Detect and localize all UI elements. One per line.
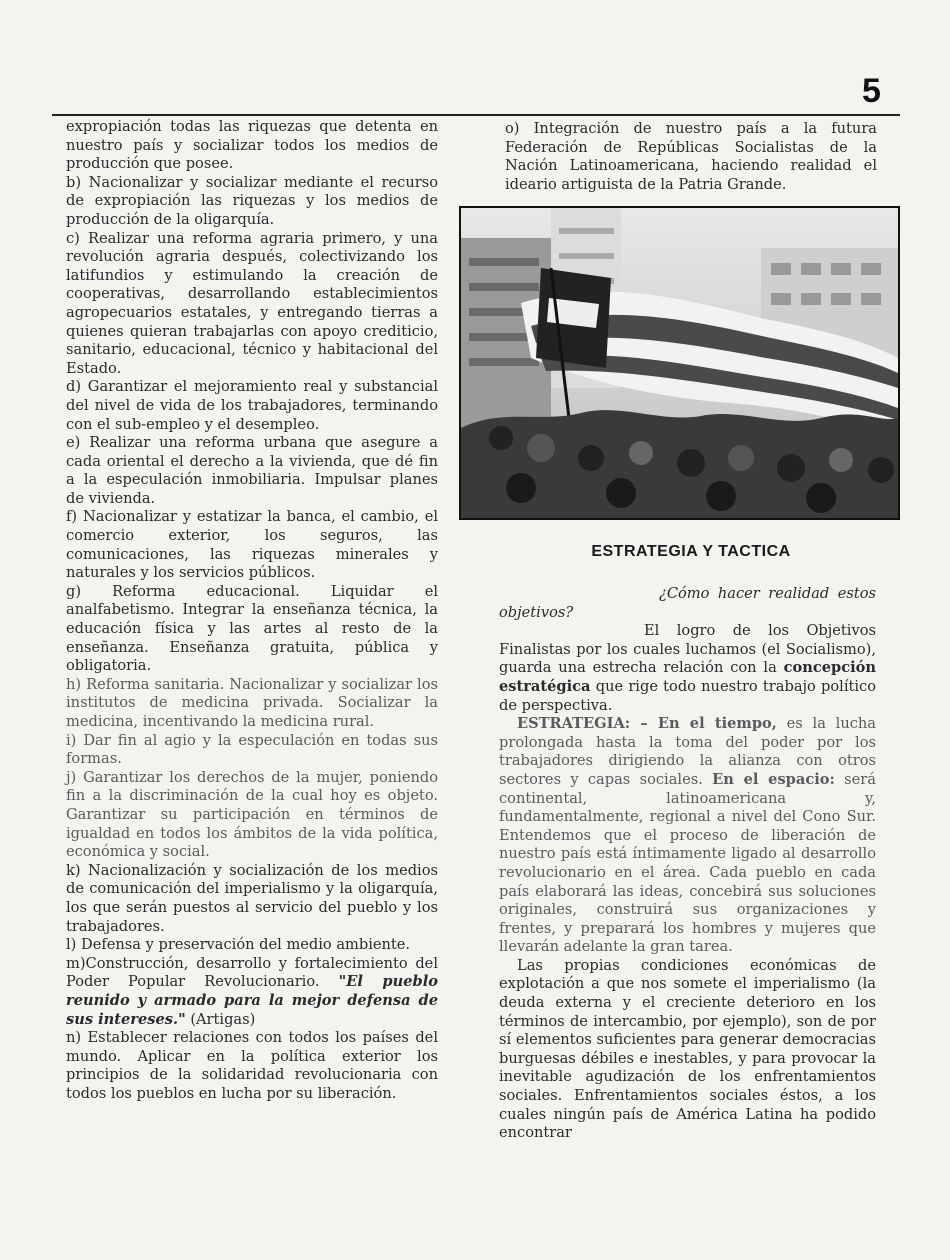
section-question: ¿Cómo hacer realidad estos objetivos?: [499, 585, 876, 621]
list-item: h) Reforma sanitaria. Nacionalizar y socializar los institutos de medicina privada. Socializar la medicina, incentivando la medicina rural.: [66, 675, 438, 730]
item-m-attribution: (Artigas): [185, 1010, 256, 1028]
list-item: k) Nacionalización y socialización de los medios de comunicación del imperialismo y la oligarquía, los que serán puestos al servicio del pueblo y los trabajadores.: [66, 861, 438, 935]
section-heading: ESTRATEGIA Y TACTICA: [591, 543, 791, 560]
paragraph-text: es la lucha prolongada hasta la toma del poder por los trabajadores dirigiendo la alianza con otros sectores y capas sociales.: [499, 715, 876, 788]
list-item: e) Realizar una reforma urbana que asegure a cada oriental el derecho a la vivienda, que dé fin a la especulación inmobiliaria. Impulsar planes de vivienda.: [66, 434, 438, 507]
right-column-top: [505, 120, 877, 194]
header-rule: [52, 114, 900, 116]
list-item: l) Defensa y preservación del medio ambiente.: [66, 936, 411, 954]
list-item: b) Nacionalizar y socializar mediante el recurso de expropiación las riquezas y los medios de producción de la oligarquía.: [66, 173, 438, 228]
page-number: 5: [862, 72, 881, 110]
paragraph-objectives: [499, 622, 876, 715]
paragraph-strategy: [499, 715, 876, 957]
strategy-label: ESTRATEGIA: – En el tiempo,: [517, 715, 777, 733]
list-item: d) Garantizar el mejoramiento real y substancial del nivel de vida de los trabajadores, terminando con el sub-empleo y el desempleo.: [66, 378, 438, 433]
artigas-quote: "El pueblo reunido y armado para la mejor defensa de sus intereses.": [66, 973, 438, 1028]
list-item: f) Nacionalizar y estatizar la banca, el cambio, el comercio exterior, los seguros, las comunicaciones, las riquezas minerales y naturales y los servicios públicos.: [66, 508, 438, 582]
list-item: j) Garantizar los derechos de la mujer, poniendo fin a la discriminación de la cual hoy es objeto. Garantizar su participación en términos de igualdad en todos los ámbitos de la vida política, económica y social.: [66, 768, 438, 861]
paragraph-conditions: Las propias condiciones económicas de explotación a que nos somete el imperialismo (la deuda externa y el creciente deterioro en los términos de intercambio, por ejemplo), son de por sí elementos suficientes para generar democracias burguesas débiles e inestables, y para provocar la inevitable agudización de los enfrentamientos sociales. Enfrentamientos sociales éstos, a los cuales ningún país de América Latina ha podido encontrar: [499, 956, 876, 1142]
left-column: [66, 118, 438, 1103]
crowd-with-flag-photo: [459, 206, 900, 520]
list-item: c) Realizar una reforma agraria primero, y una revolución agraria después, colectivizando los latifundios y estimulando la creación de cooperativas, desarrollando establecimientos agropecuarios estatales, y entregando tierras a quienes quieran trabajarlas con apoyo crediticio, sanitario, educacional, técnico y habitacional del Estado.: [66, 229, 438, 377]
space-label: En el espacio:: [712, 770, 835, 788]
right-column-bottom: [499, 585, 876, 1143]
list-item: g) Reforma educacional. Liquidar el analfabetismo. Integrar la enseñanza técnica, la educación física y las artes al resto de la enseñanza. Enseñanza gratuita, pública y obligatoria.: [66, 582, 438, 675]
list-item: i) Dar fin al agio y la especulación en todas sus formas.: [66, 731, 438, 768]
list-item-n: n) Establecer relaciones con todos los países del mundo. Aplicar en la política exterior los principios de la solidaridad revolucionaria con todos los pueblos en lucha por su liberación.: [66, 1029, 438, 1102]
paragraph-text: será continental, latinoamericana y, fundamentalmente, regional a nivel del Cono Sur. Entendemos que el proceso de liberación de nuestro país está íntimamente ligado al desarrollo revolucionario en el área. Cada pueblo en cada país elaborará las ideas, concebirá sus soluciones originales, construirá sus organizaciones y frentes, y preparará los hombres y mujeres que llevarán adelante la gran tarea.: [499, 770, 876, 956]
list-item: expropiación todas las riquezas que detenta en nuestro país y socializar todos los medios de producción que posee.: [66, 118, 438, 173]
paragraph-text: El logro de los Objetivos Finalistas por los cuales luchamos (el Socialismo), guarda una estrecha relación con la: [499, 622, 876, 677]
item-m-text: m)Construcción, desarrollo y fortalecimiento del Poder Popular Revolucionario.: [66, 954, 438, 991]
paragraph-text: que rige todo nuestro trabajo político de perspectiva.: [499, 677, 876, 714]
list-item-o: o) Integración de nuestro país a la futura Federación de Repúblicas Socialistas de la Nación Latinoamericana, haciendo realidad el ideario artiguista de la Patria Grande.: [505, 120, 877, 193]
bold-term: concepción estratégica: [499, 659, 876, 695]
list-item-m: [66, 955, 438, 1029]
